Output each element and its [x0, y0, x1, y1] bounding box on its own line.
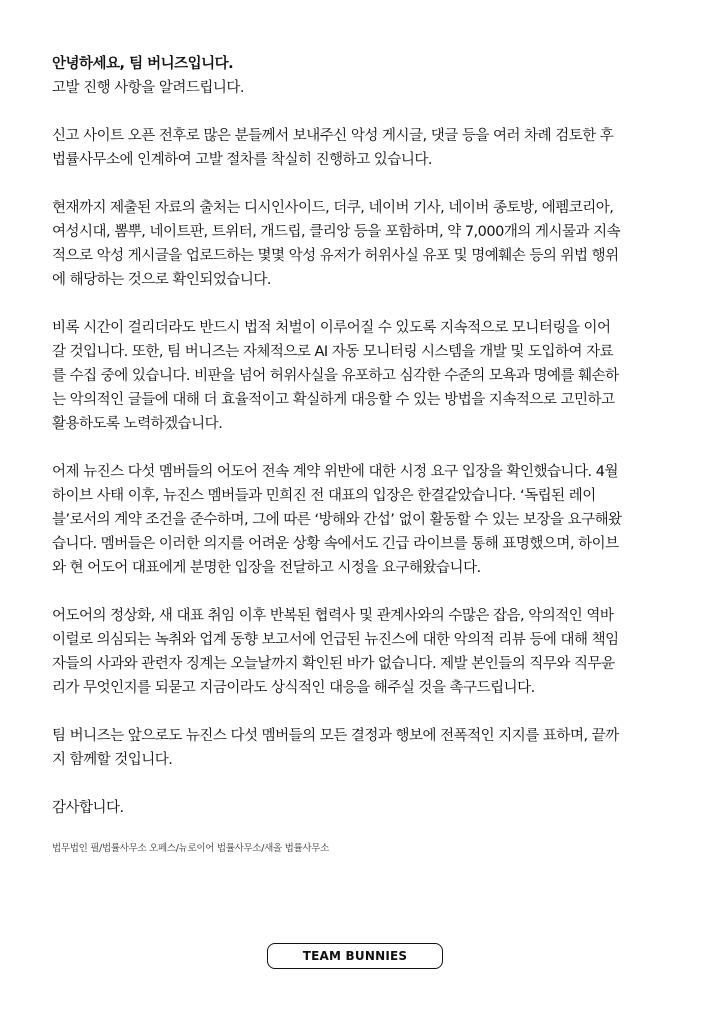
paragraph-line: 팀 버니즈는 앞으로도 뉴진스 다섯 멤버들의 모든 결정과 행보에 전폭적인 지지를 표하며, 끝까	[52, 728, 619, 744]
closing-line: 감사합니다.	[52, 800, 124, 816]
paragraph-line: 를 수집 중에 있습니다. 비판을 넘어 허위사실을 유포하고 심각한 수준의 모욕과 명예를 훼손하	[52, 368, 619, 384]
paragraph-line: 이럴로 의심되는 녹취와 업계 동향 보고서에 언급된 뉴진스에 대한 악의적 리뷰 등에 대해 책임	[52, 632, 619, 648]
paragraph-line: 여성시대, 뽐뿌, 네이트판, 트위터, 개드립, 클리앙 등을 포함하며, 약 7,000개의 게시물과 지속	[52, 224, 621, 240]
paragraph-line: 하이브 사태 이후, 뉴진스 멤버들과 민희진 전 대표의 입장은 한결같았습니다. ‘독립된 레이	[52, 488, 596, 504]
paragraph-line: 신고 사이트 오픈 전후로 많은 분들께서 보내주신 악성 게시글, 댓글 등을 여러 차례 검토한 후	[52, 128, 614, 144]
paragraph-line: 비록 시간이 걸리더라도 반드시 법적 처벌이 이루어질 수 있도록 지속적으로 모니터링을 이어	[52, 320, 611, 336]
paragraph-line: 어도어의 정상화, 새 대표 취임 이후 반복된 협력사 및 관계사와의 수많은 잡음, 악의적인 역바	[52, 608, 614, 624]
paragraph-line: 적으로 악성 게시글을 업로드하는 몇몇 악성 유저가 허위사실 유포 및 명예훼손 등의 위법 행위	[52, 248, 619, 264]
paragraph-contract-position	[52, 460, 662, 580]
law-firms-note: 법무법인 필/법률사무소 오페스/뉴로이어 법률사무소/새올 법률사무소	[52, 843, 330, 854]
paragraph-line: 갈 것입니다. 또한, 팀 버니즈는 자체적으로 AI 자동 모니터링 시스템을 개발 및 도입하여 자료	[52, 344, 614, 360]
paragraph-monitoring	[52, 316, 662, 436]
paragraph-line: 활용하도록 노력하겠습니다.	[52, 416, 223, 432]
paragraph-line: 에 해당하는 것으로 확인되었습니다.	[52, 272, 272, 288]
paragraph-accountability	[52, 604, 662, 700]
paragraph-line: 어제 뉴진스 다섯 멤버들의 어도어 전속 계약 위반에 대한 시정 요구 입장을 확인했습니다. 4월	[52, 464, 619, 480]
team-bunnies-logo	[267, 943, 443, 969]
paragraph-line: 자들의 사과와 관련자 징계는 오늘날까지 확인된 바가 없습니다. 제발 본인들의 직무와 직무윤	[52, 656, 615, 672]
greeting-title: 안녕하세요, 팀 버니즈입니다.	[52, 56, 234, 72]
paragraph-line: 지 함께할 것입니다.	[52, 752, 173, 768]
greeting-subtitle: 고발 진행 사항을 알려드립니다.	[52, 80, 245, 96]
paragraph-line: 습니다. 멤버들은 이러한 의지를 어려운 상황 속에서도 긴급 라이브를 통해 표명했으며, 하이브	[52, 536, 619, 552]
statement-document	[52, 52, 662, 856]
paragraph-line: 블’로서의 계약 조건을 준수하며, 그에 따른 ‘방해와 간섭’ 없이 활동할 수 있는 보장을 요구해왔	[52, 512, 622, 528]
paragraph-sources	[52, 196, 662, 292]
paragraph-line: 현재까지 제출된 자료의 출처는 디시인사이드, 더쿠, 네이버 기사, 네이버 종토방, 에펨코리아,	[52, 200, 614, 216]
logo-text: TEAM BUNNIES	[302, 949, 408, 963]
paragraph-line: 리가 무엇인지를 되묻고 지금이라도 상식적인 대응을 해주실 것을 촉구드립니다.	[52, 680, 535, 696]
paragraph-closing	[52, 796, 662, 820]
paragraph-complaint-progress	[52, 124, 662, 172]
paragraph-line: 는 악의적인 글들에 대해 더 효율적이고 확실하게 대응할 수 있는 방법을 지속적으로 고민하고	[52, 392, 615, 408]
paragraph-line: 와 현 어도어 대표에게 분명한 입장을 전달하고 시정을 요구해왔습니다.	[52, 560, 481, 576]
paragraph-support	[52, 724, 662, 772]
paragraph-line: 법률사무소에 인계하여 고발 절차를 착실히 진행하고 있습니다.	[52, 152, 432, 168]
greeting-block	[52, 52, 662, 100]
